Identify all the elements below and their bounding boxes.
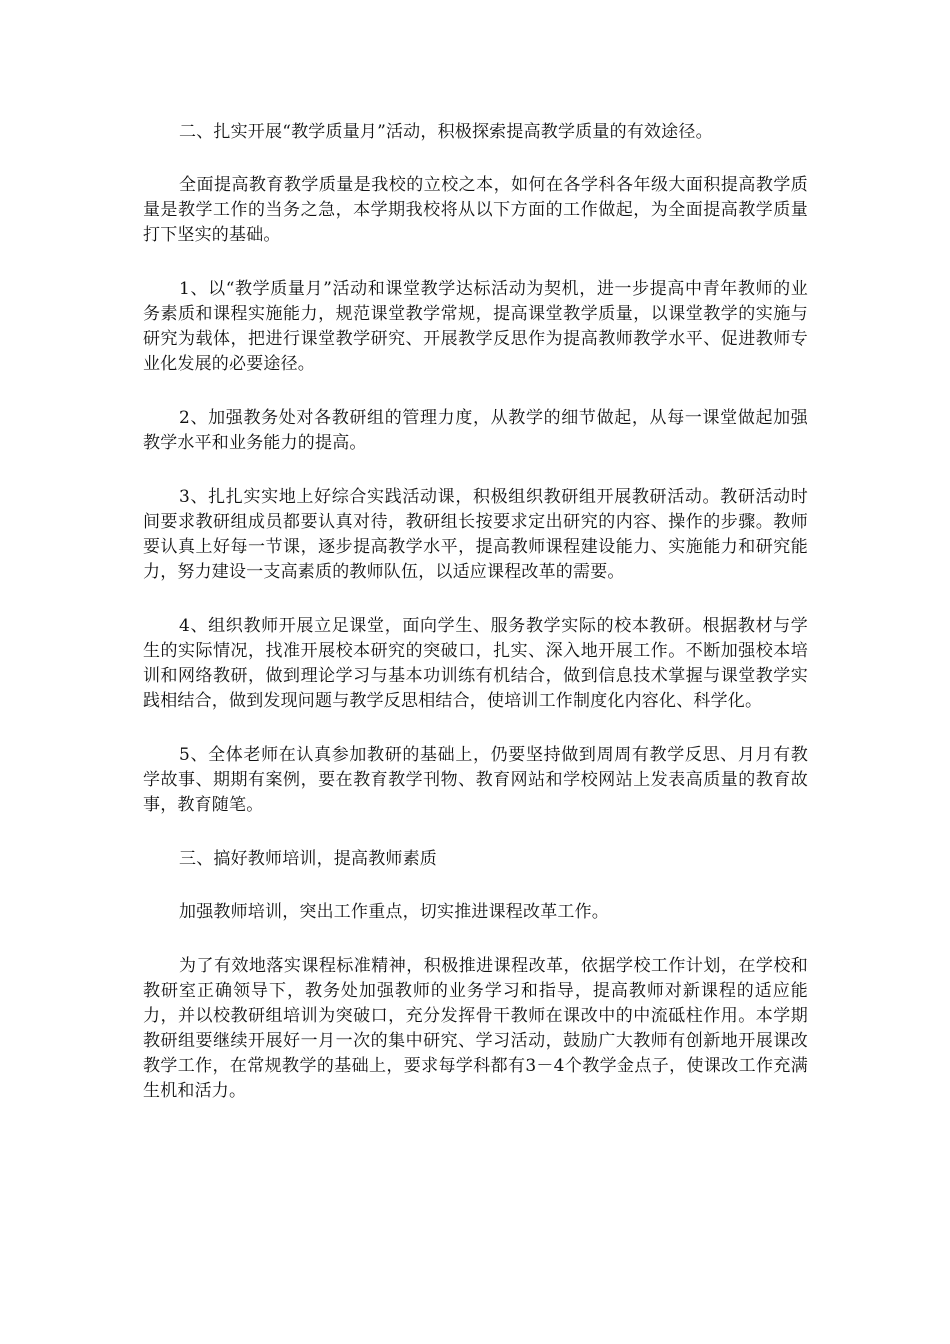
paragraph-training-detail: 为了有效地落实课程标准精神，积极推进课程改革，依据学校工作计划，在学校和教研室正确领导下，教务处加强教师的业务学习和指导，提高教师对新课程的适应能力，并以校教研组培训为突破口，充分发挥骨干教师在课改中的中流砥柱作用。本学期教研组要继续开展好一月一次的集中研究、学习活动，鼓励广大教师有创新地开展课改教学工作，在常规教学的基础上，要求每学科都有3－4个教学金点子，使课改工作充满生机和活力。 <box>143 956 808 1101</box>
paragraph-item-4: 4、组织教师开展立足课堂，面向学生、服务教学实际的校本教研。根据教材与学生的实际情况，找准开展校本研究的突破口，扎实、深入地开展工作。不断加强校本培训和网络教研，做到理论学习与基本功训练有机结合，做到信息技术掌握与课堂教学实践相结合，做到发现问题与教学反思相结合，使培训工作制度化内容化、科学化。 <box>143 616 808 711</box>
section-heading-3: 三、搞好教师培训，提高教师素质 <box>179 849 437 869</box>
paragraph-training-summary: 加强教师培训，突出工作重点，切实推进课程改革工作。 <box>179 902 609 922</box>
paragraph-item-5: 5、全体老师在认真参加教研的基础上，仍要坚持做到周周有教学反思、月月有教学故事、期期有案例，要在教育教学刊物、教育网站和学校网站上发表高质量的教育故事，教育随笔。 <box>143 745 808 815</box>
paragraph-item-1: 1、以“教学质量月”活动和课堂教学达标活动为契机，进一步提高中青年教师的业务素质和课程实施能力，规范课堂教学常规，提高课堂教学质量，以课堂教学的实施与研究为载体，把进行课堂教学研究、开展教学反思作为提高教师教学水平、促进教师专业化发展的必要途径。 <box>143 279 808 374</box>
paragraph-item-3: 3、扎扎实实地上好综合实践活动课，积极组织教研组开展教研活动。教研活动时间要求教研组成员都要认真对待，教研组长按要求定出研究的内容、操作的步骤。教师要认真上好每一节课，逐步提高教学水平，提高教师课程建设能力、实施能力和研究能力，努力建设一支高素质的教师队伍，以适应课程改革的需要。 <box>143 487 808 582</box>
paragraph-item-2: 2、加强教务处对各教研组的管理力度，从教学的细节做起，从每一课堂做起加强教学水平和业务能力的提高。 <box>143 408 808 453</box>
paragraph-intro: 全面提高教育教学质量是我校的立校之本，如何在各学科各年级大面积提高教学质量是教学工作的当务之急，本学期我校将从以下方面的工作做起，为全面提高教学质量打下坚实的基础。 <box>143 175 808 245</box>
section-heading-2: 二、扎实开展“教学质量月”活动，积极探索提高教学质量的有效途径。 <box>179 122 713 142</box>
document-body <box>143 120 808 1133</box>
